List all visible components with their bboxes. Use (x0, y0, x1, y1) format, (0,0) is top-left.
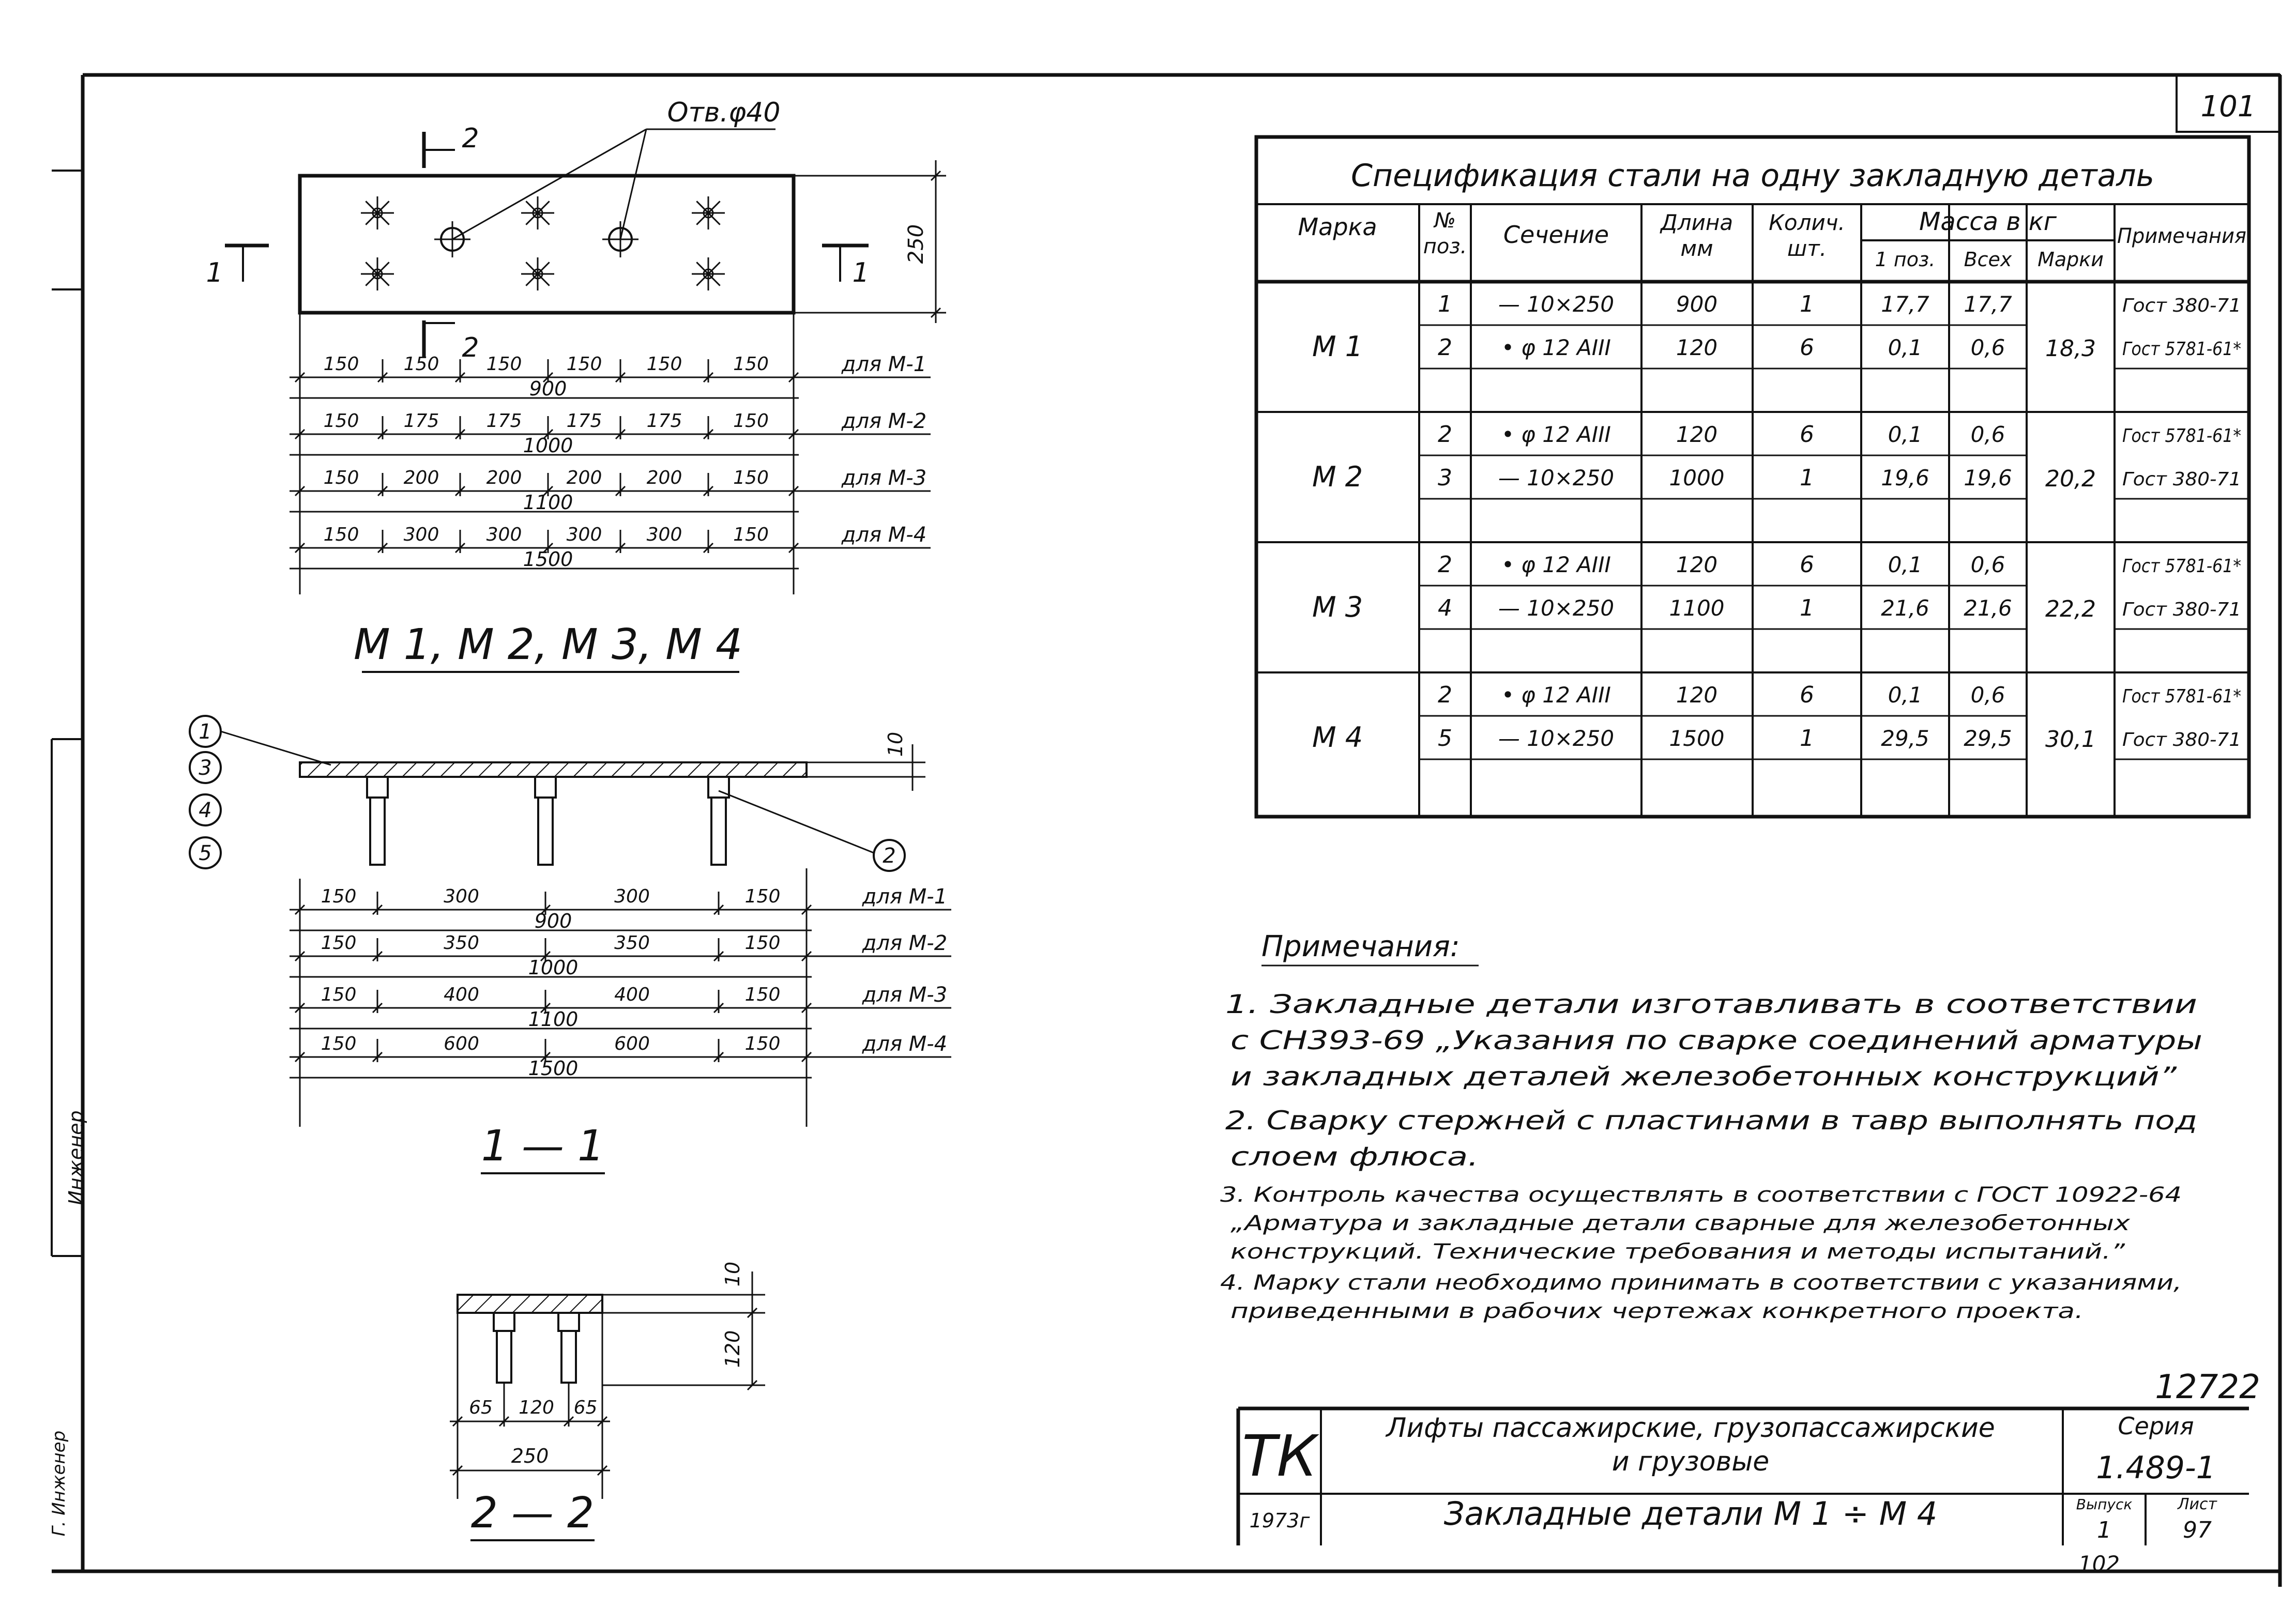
chain-dim: 150 (321, 932, 357, 954)
section-2-title: 2 — 2 (470, 1489, 595, 1538)
anchor-bar (370, 798, 385, 865)
total-dim: 1500 (523, 548, 573, 571)
year-label: 1973г (1249, 1509, 1310, 1532)
chain-dim: 300 (566, 524, 602, 545)
cell-qty: 6 (1800, 551, 1814, 578)
cell-section: • φ 12 AIII (1501, 335, 1611, 360)
for-mark-label: для М-1 (862, 885, 948, 909)
for-mark-label: для М-4 (862, 1032, 948, 1056)
chain-dim: 400 (614, 984, 650, 1005)
group-mark: М 3 (1312, 591, 1363, 623)
chain-dim: 65 (469, 1397, 493, 1418)
cut-label-right: 1 (852, 257, 870, 288)
chain-dim: 150 (403, 354, 439, 375)
cell-section: • φ 12 AIII (1501, 422, 1611, 447)
cell-length: 120 (1676, 335, 1718, 360)
note-line: с СН393-69 „Указания по сварке соединений арматуры (1230, 1025, 2202, 1055)
chain-dim: 150 (321, 984, 357, 1005)
cell-section: • φ 12 AIII (1501, 552, 1611, 577)
cell-pos: 5 (1438, 725, 1452, 752)
cell-length: 1100 (1669, 595, 1725, 621)
issue-number: 1 (2097, 1517, 2111, 1543)
cell-length: 1500 (1669, 726, 1725, 751)
chain-dim: 150 (323, 354, 359, 375)
chain-dim: 150 (323, 410, 359, 432)
cell-length: 1000 (1669, 465, 1725, 491)
cell-note: Гост 5781-61* (2122, 556, 2241, 577)
chain-dim: 300 (486, 524, 522, 545)
position-marker-label: 1 (199, 720, 212, 744)
chain-dim: 150 (744, 984, 781, 1005)
chain-dim: 150 (323, 467, 359, 488)
cell-pos: 1 (1438, 291, 1452, 317)
height-dim: 120 (721, 1330, 744, 1368)
hole-label: Отв.φ40 (667, 97, 781, 128)
cell-qty: 6 (1800, 421, 1814, 448)
cell-section: — 10×250 (1498, 465, 1615, 491)
anchor-symbol (361, 196, 394, 229)
chain-dim: 300 (614, 886, 650, 907)
cell-length: 900 (1676, 292, 1718, 317)
anchor-bar (561, 1331, 576, 1383)
cell-note: Гост 5781-61* (2122, 686, 2241, 707)
cut-label-top: 2 (462, 123, 479, 154)
plate-section-2 (458, 1295, 602, 1313)
sheet-number: 97 (2183, 1517, 2212, 1543)
cell-pos: 2 (1438, 682, 1452, 708)
cell-qty: 1 (1800, 465, 1814, 491)
drawing-title: Закладные детали М 1 ÷ М 4 (1443, 1495, 1938, 1533)
chain-dim: 200 (403, 467, 439, 488)
spec-table-title: Спецификация стали на одну закладную деталь (1350, 158, 2155, 194)
chain-dim: 200 (646, 467, 682, 488)
for-mark-label: для М-3 (862, 983, 948, 1007)
chain-dim: 150 (486, 354, 522, 375)
cell-section: • φ 12 AIII (1501, 682, 1611, 708)
anchor-bar (538, 798, 553, 865)
anchor-symbol (521, 196, 554, 229)
total-dim: 1100 (523, 491, 573, 514)
header-mass-mark: Марки (2037, 248, 2104, 271)
cell-section: — 10×250 (1498, 595, 1615, 621)
total-dim: 900 (534, 910, 572, 932)
chain-dim: 150 (744, 932, 781, 954)
anchor-bar (497, 1331, 511, 1383)
cell-pos: 2 (1438, 334, 1452, 361)
height-dim: 250 (904, 224, 928, 264)
thickness-dim: 10 (721, 1261, 744, 1287)
header-length: мм (1680, 236, 1713, 261)
cell-section: — 10×250 (1498, 292, 1615, 317)
note-line: и закладных деталей железобетонных конструкций” (1230, 1062, 2178, 1092)
page-number-text: 101 (2200, 90, 2256, 124)
cell-mass-all: 0,6 (1970, 682, 2005, 708)
chain-dim: 175 (646, 410, 682, 432)
cell-qty: 1 (1800, 291, 1814, 317)
chain-dim: 400 (444, 984, 479, 1005)
cell-length: 120 (1676, 552, 1718, 577)
series-number: 1.489-1 (2096, 1450, 2216, 1486)
chain-dim: 300 (444, 886, 479, 907)
chain-dim: 150 (733, 524, 769, 545)
header-note: Примечания (2117, 224, 2246, 248)
plate-outline (300, 176, 794, 313)
note-line: конструкций. Технические требования и методы испытаний.” (1230, 1240, 2125, 1264)
cell-mass-one: 21,6 (1881, 595, 1929, 621)
total-dim: 1500 (528, 1057, 579, 1080)
position-marker-label: 5 (199, 841, 212, 865)
weld-head (367, 777, 388, 798)
cell-note: Гост 5781-61* (2122, 425, 2241, 447)
total-dim: 1100 (528, 1008, 579, 1031)
group-mass-mark: 22,2 (2045, 596, 2096, 622)
cell-mass-one: 19,6 (1881, 465, 1929, 491)
position-marker-label: 2 (883, 844, 896, 868)
cell-mass-one: 17,7 (1881, 292, 1929, 317)
cell-note: Гост 380-71 (2122, 469, 2241, 490)
cell-pos: 2 (1438, 551, 1452, 578)
cell-length: 120 (1676, 422, 1718, 447)
chain-dim: 600 (444, 1033, 479, 1054)
cell-note: Гост 380-71 (2122, 295, 2241, 316)
position-marker-label: 4 (199, 799, 212, 822)
chain-dim: 120 (519, 1397, 554, 1418)
header-qty: шт. (1787, 236, 1827, 261)
header-section: Сечение (1503, 221, 1609, 249)
thickness-dim: 10 (884, 731, 907, 757)
chain-dim: 150 (733, 467, 769, 488)
cell-pos: 2 (1438, 421, 1452, 448)
chain-dim: 150 (646, 354, 682, 375)
weld-head (558, 1313, 579, 1331)
cut-label-bottom: 2 (462, 332, 479, 363)
chain-dim: 150 (733, 354, 769, 375)
issue-label: Выпуск (2076, 1496, 2133, 1513)
hole-leader (620, 129, 646, 239)
weld-head (494, 1313, 514, 1331)
cell-mass-one: 29,5 (1881, 726, 1929, 751)
note-line: приведенными в рабочих чертежах конкретного проекта. (1230, 1299, 2084, 1323)
chain-dim: 350 (614, 932, 650, 954)
cell-mass-all: 17,7 (1964, 292, 2012, 317)
side-label-b: Г. Инженер (49, 1430, 69, 1537)
anchor-symbol (692, 257, 725, 290)
group-mass-mark: 20,2 (2045, 466, 2096, 492)
cell-pos: 3 (1438, 465, 1452, 491)
header-length: Длина (1660, 210, 1734, 235)
chain-dim: 150 (321, 886, 357, 907)
total-dim: 1000 (528, 956, 579, 979)
group-mass-mark: 30,1 (2045, 726, 2096, 753)
weld-head (535, 777, 556, 798)
cell-qty: 6 (1800, 682, 1814, 708)
project-line-1: Лифты пассажирские, грузопассажирские (1386, 1413, 1995, 1444)
header-qty: Колич. (1769, 210, 1845, 235)
chain-dim: 600 (614, 1033, 650, 1054)
group-mark: М 2 (1312, 461, 1363, 493)
plate-section (300, 762, 807, 777)
cell-qty: 1 (1800, 595, 1814, 621)
header-mass-one: 1 поз. (1875, 248, 1936, 271)
header-mass: Масса в кг (1919, 207, 2057, 236)
cut-label-left: 1 (206, 257, 223, 288)
note-line: слоем флюса. (1230, 1142, 1479, 1172)
header-pos: № (1434, 209, 1456, 233)
note-line: 3. Контроль качества осуществлять в соответствии с ГОСТ 10922-64 (1220, 1183, 2182, 1207)
chain-dim: 300 (403, 524, 439, 545)
chain-dim: 300 (646, 524, 682, 545)
marker-leader (719, 791, 874, 853)
position-marker-label: 3 (199, 756, 212, 780)
chain-dim: 150 (744, 1033, 781, 1054)
anchor-symbol (692, 196, 725, 229)
cell-qty: 1 (1800, 725, 1814, 752)
cell-note: Гост 380-71 (2122, 599, 2241, 620)
for-mark-label: для М-3 (841, 466, 927, 490)
chain-dim: 150 (733, 410, 769, 432)
cell-mass-one: 0,1 (1888, 682, 1923, 708)
cell-pos: 4 (1438, 595, 1452, 621)
chain-dim: 150 (323, 524, 359, 545)
note-line: 1. Закладные детали изготавливать в соответствии (1225, 989, 2197, 1019)
chain-dim: 175 (403, 410, 439, 432)
chain-dim: 150 (321, 1033, 357, 1054)
chain-dim: 350 (444, 932, 479, 954)
note-line: „Арматура и закладные детали сварные для железобетонных (1230, 1212, 2131, 1235)
header-mark: Марка (1298, 213, 1377, 241)
chain-dim: 65 (573, 1397, 598, 1418)
sheet-label: Лист (2177, 1495, 2217, 1513)
cell-qty: 6 (1800, 334, 1814, 361)
group-mark: М 1 (1312, 330, 1363, 363)
side-label-a: Инженер (65, 1110, 87, 1205)
cell-mass-all: 0,6 (1970, 552, 2005, 577)
project-line-2: и грузовые (1611, 1446, 1770, 1477)
chain-dim: 175 (486, 410, 522, 432)
for-mark-label: для М-4 (841, 523, 927, 547)
cell-mass-all: 19,6 (1964, 465, 2012, 491)
cell-mass-one: 0,1 (1888, 335, 1923, 360)
for-mark-label: для М-1 (841, 353, 927, 376)
plan-title: М 1, М 2, М 3, М 4 (353, 620, 743, 669)
series-label: Серия (2118, 1412, 2194, 1440)
bottom-number: 102 (2078, 1551, 2120, 1576)
section-1-title: 1 — 1 (481, 1122, 605, 1171)
header-mass-all: Всех (1964, 248, 2012, 271)
anchor-symbol (521, 257, 554, 290)
cell-mass-all: 0,6 (1970, 335, 2005, 360)
for-mark-label: для М-2 (841, 409, 927, 433)
group-mark: М 4 (1312, 721, 1363, 754)
group-mass-mark: 18,3 (2045, 335, 2096, 362)
cell-note: Гост 380-71 (2122, 729, 2241, 750)
cell-mass-one: 0,1 (1888, 422, 1923, 447)
total-dim: 900 (529, 377, 567, 400)
header-pos: поз. (1423, 235, 1467, 258)
cell-mass-all: 21,6 (1964, 595, 2012, 621)
chain-dim: 150 (744, 886, 781, 907)
for-mark-label: для М-2 (862, 931, 948, 955)
chain-dim: 200 (566, 467, 602, 488)
cell-section: — 10×250 (1498, 726, 1615, 751)
cell-mass-all: 29,5 (1964, 726, 2012, 751)
hole-leader (452, 129, 646, 239)
note-line: 2. Сварку стержней с пластинами в тавр выполнять под (1225, 1106, 2197, 1136)
marker-leader (221, 731, 331, 765)
chain-dim: 200 (486, 467, 522, 488)
total-dim: 250 (511, 1445, 549, 1467)
doc-number: 12722 (2155, 1368, 2260, 1406)
notes-heading: Примечания: (1261, 930, 1460, 963)
chain-dim: 150 (566, 354, 602, 375)
chain-dim: 175 (566, 410, 602, 432)
cell-length: 120 (1676, 682, 1718, 708)
org-mark: ТК (1242, 1423, 1317, 1489)
cell-mass-one: 0,1 (1888, 552, 1923, 577)
note-line: 4. Марку стали необходимо принимать в соответствии с указаниями, (1220, 1271, 2182, 1295)
cell-mass-all: 0,6 (1970, 422, 2005, 447)
anchor-bar (711, 798, 726, 865)
total-dim: 1000 (523, 434, 573, 457)
anchor-symbol (361, 257, 394, 290)
cell-note: Гост 5781-61* (2122, 339, 2241, 360)
